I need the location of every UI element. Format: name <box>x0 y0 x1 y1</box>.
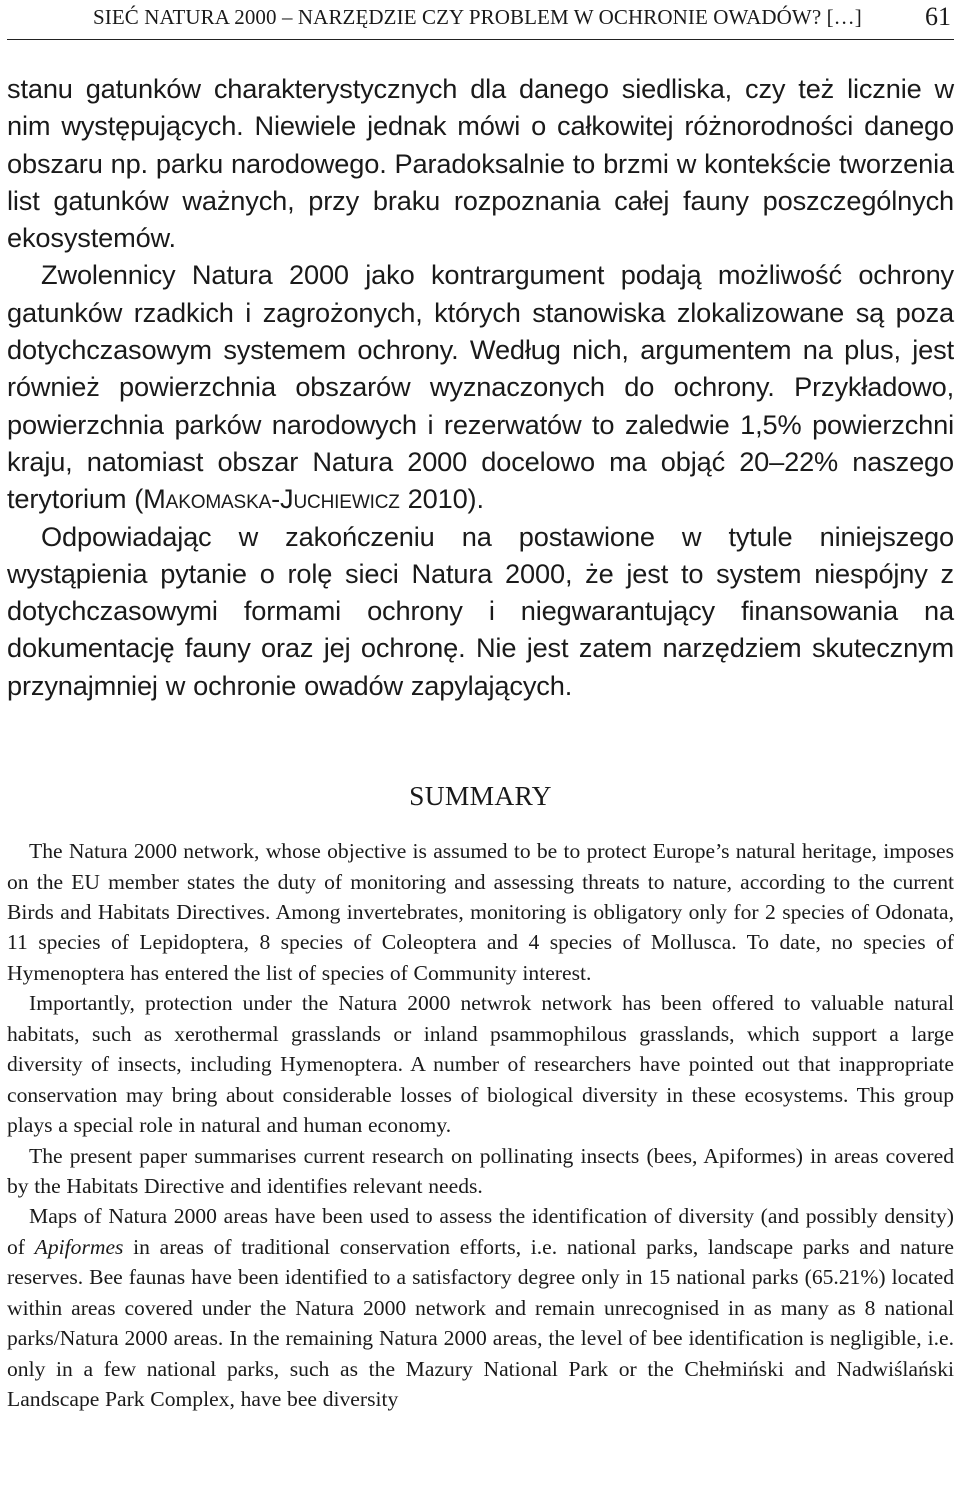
polish-paragraph: Odpowiadając w zakończeniu na postawione w tytule niniejszego wystąpienia pytanie o rolę sieci Natura 2000, że jest to system niespójny z dotychczasowymi formami ochrony i niegwarantujący finansowania na dokumentację fauny oraz jej ochronę. Nie jest zatem narzędziem skutecznym przynajmniej w ochronie owadów zapylających. <box>7 520 954 701</box>
summary-paragraph: The Natura 2000 network, whose objective is assumed to be to protect Europe’s natural heritage, imposes on the EU member states the duty of monitoring and assessing threats to nature, according to the current Birds and Habitats Directives. Among invertebrates, monitoring is obligatory only for 2 species of Odonata, 11 species of Lepidoptera, 8 species of Coleoptera and 4 species of Mollusca. To date, no species of Hymenoptera has entered the list of species of Community interest. <box>7 839 954 985</box>
polish-body-text <box>7 70 954 704</box>
taxon-name: Apiformes <box>34 1234 124 1259</box>
summary-paragraph: The present paper summarises current research on pollinating insects (bees, Apiformes) in areas covered by the Habitats Directive and identifies relevant needs. <box>7 1143 954 1199</box>
summary-heading: SUMMARY <box>409 780 552 812</box>
summary-paragraph: Importantly, protection under the Natura 2000 netwrok network has been offered to valuable natural habitats, such as xerothermal grasslands or inland psammophilous grasslands, which support a large diversity of insects, including Hymenoptera. A number of researchers have pointed out that inappropriate conservation may bring about considerable losses of biological diversity in these ecosystems. This group plays a special role in natural and human economy. <box>7 991 954 1138</box>
page-number: 61 <box>925 2 951 31</box>
polish-paragraph: stanu gatunków charakterystycznych dla danego siedliska, czy też licznie w nim występujących. Niewiele jednak mówi o całkowitej różnorodności danego obszaru np. parku narodowego. Paradoksalnie to brzmi w kontekście tworzenia list gatunków ważnych, przy braku rozpoznania całej fauny poszczególnych ekosystemów. <box>7 73 954 254</box>
citation-year: 2010). <box>399 483 484 515</box>
running-header <box>7 0 954 40</box>
summary-paragraph-text: Maps of Natura 2000 areas have been used to assess the identification of diversity (and possibly density) of <box>7 1204 954 1259</box>
summary-paragraph <box>7 1201 954 1414</box>
summary-paragraph-text: in areas of traditional conservation efforts, i.e. national parks, landscape parks and nature reserves. Bee faunas have been identified to a satisfactory degree only in 15 national parks (65.21%) located within areas covered under the Natura 2000 network and remain unrecognised in as many as 8 national parks/Natura 2000 areas. In the remaining Natura 2000 areas, the level of bee identification is negligible, i.e. only in a few national parks, such as the Mazury National Park or the Chełmiński and Nadwiślański Landscape Park Complex, have bee diversity <box>7 1234 954 1412</box>
summary-body-text <box>7 836 954 1415</box>
polish-paragraph-text: Zwolennicy Natura 2000 jako kontrargument podają możliwość ochrony gatunków rzadkich i zagrożonych, których stanowiska zlokalizowane są poza dotychczasowym systemem ochrony. Według nich, argumentem na plus, jest również powierzchnia obszarów wyznaczonych do ochrony. Przykładowo, powierzchnia parków narodowych i rezerwatów to zaledwie 1,5% powierzchni kraju, natomiast obszar Natura 2000 docelowo ma objąć 20–22% naszego terytorium ( <box>7 259 954 515</box>
running-title: SIEĆ NATURA 2000 – NARZĘDZIE CZY PROBLEM W OCHRONIE OWADÓW? […] <box>93 5 862 29</box>
polish-paragraph <box>7 256 954 517</box>
citation-author: Makomaska-Juchiewicz <box>143 483 400 515</box>
